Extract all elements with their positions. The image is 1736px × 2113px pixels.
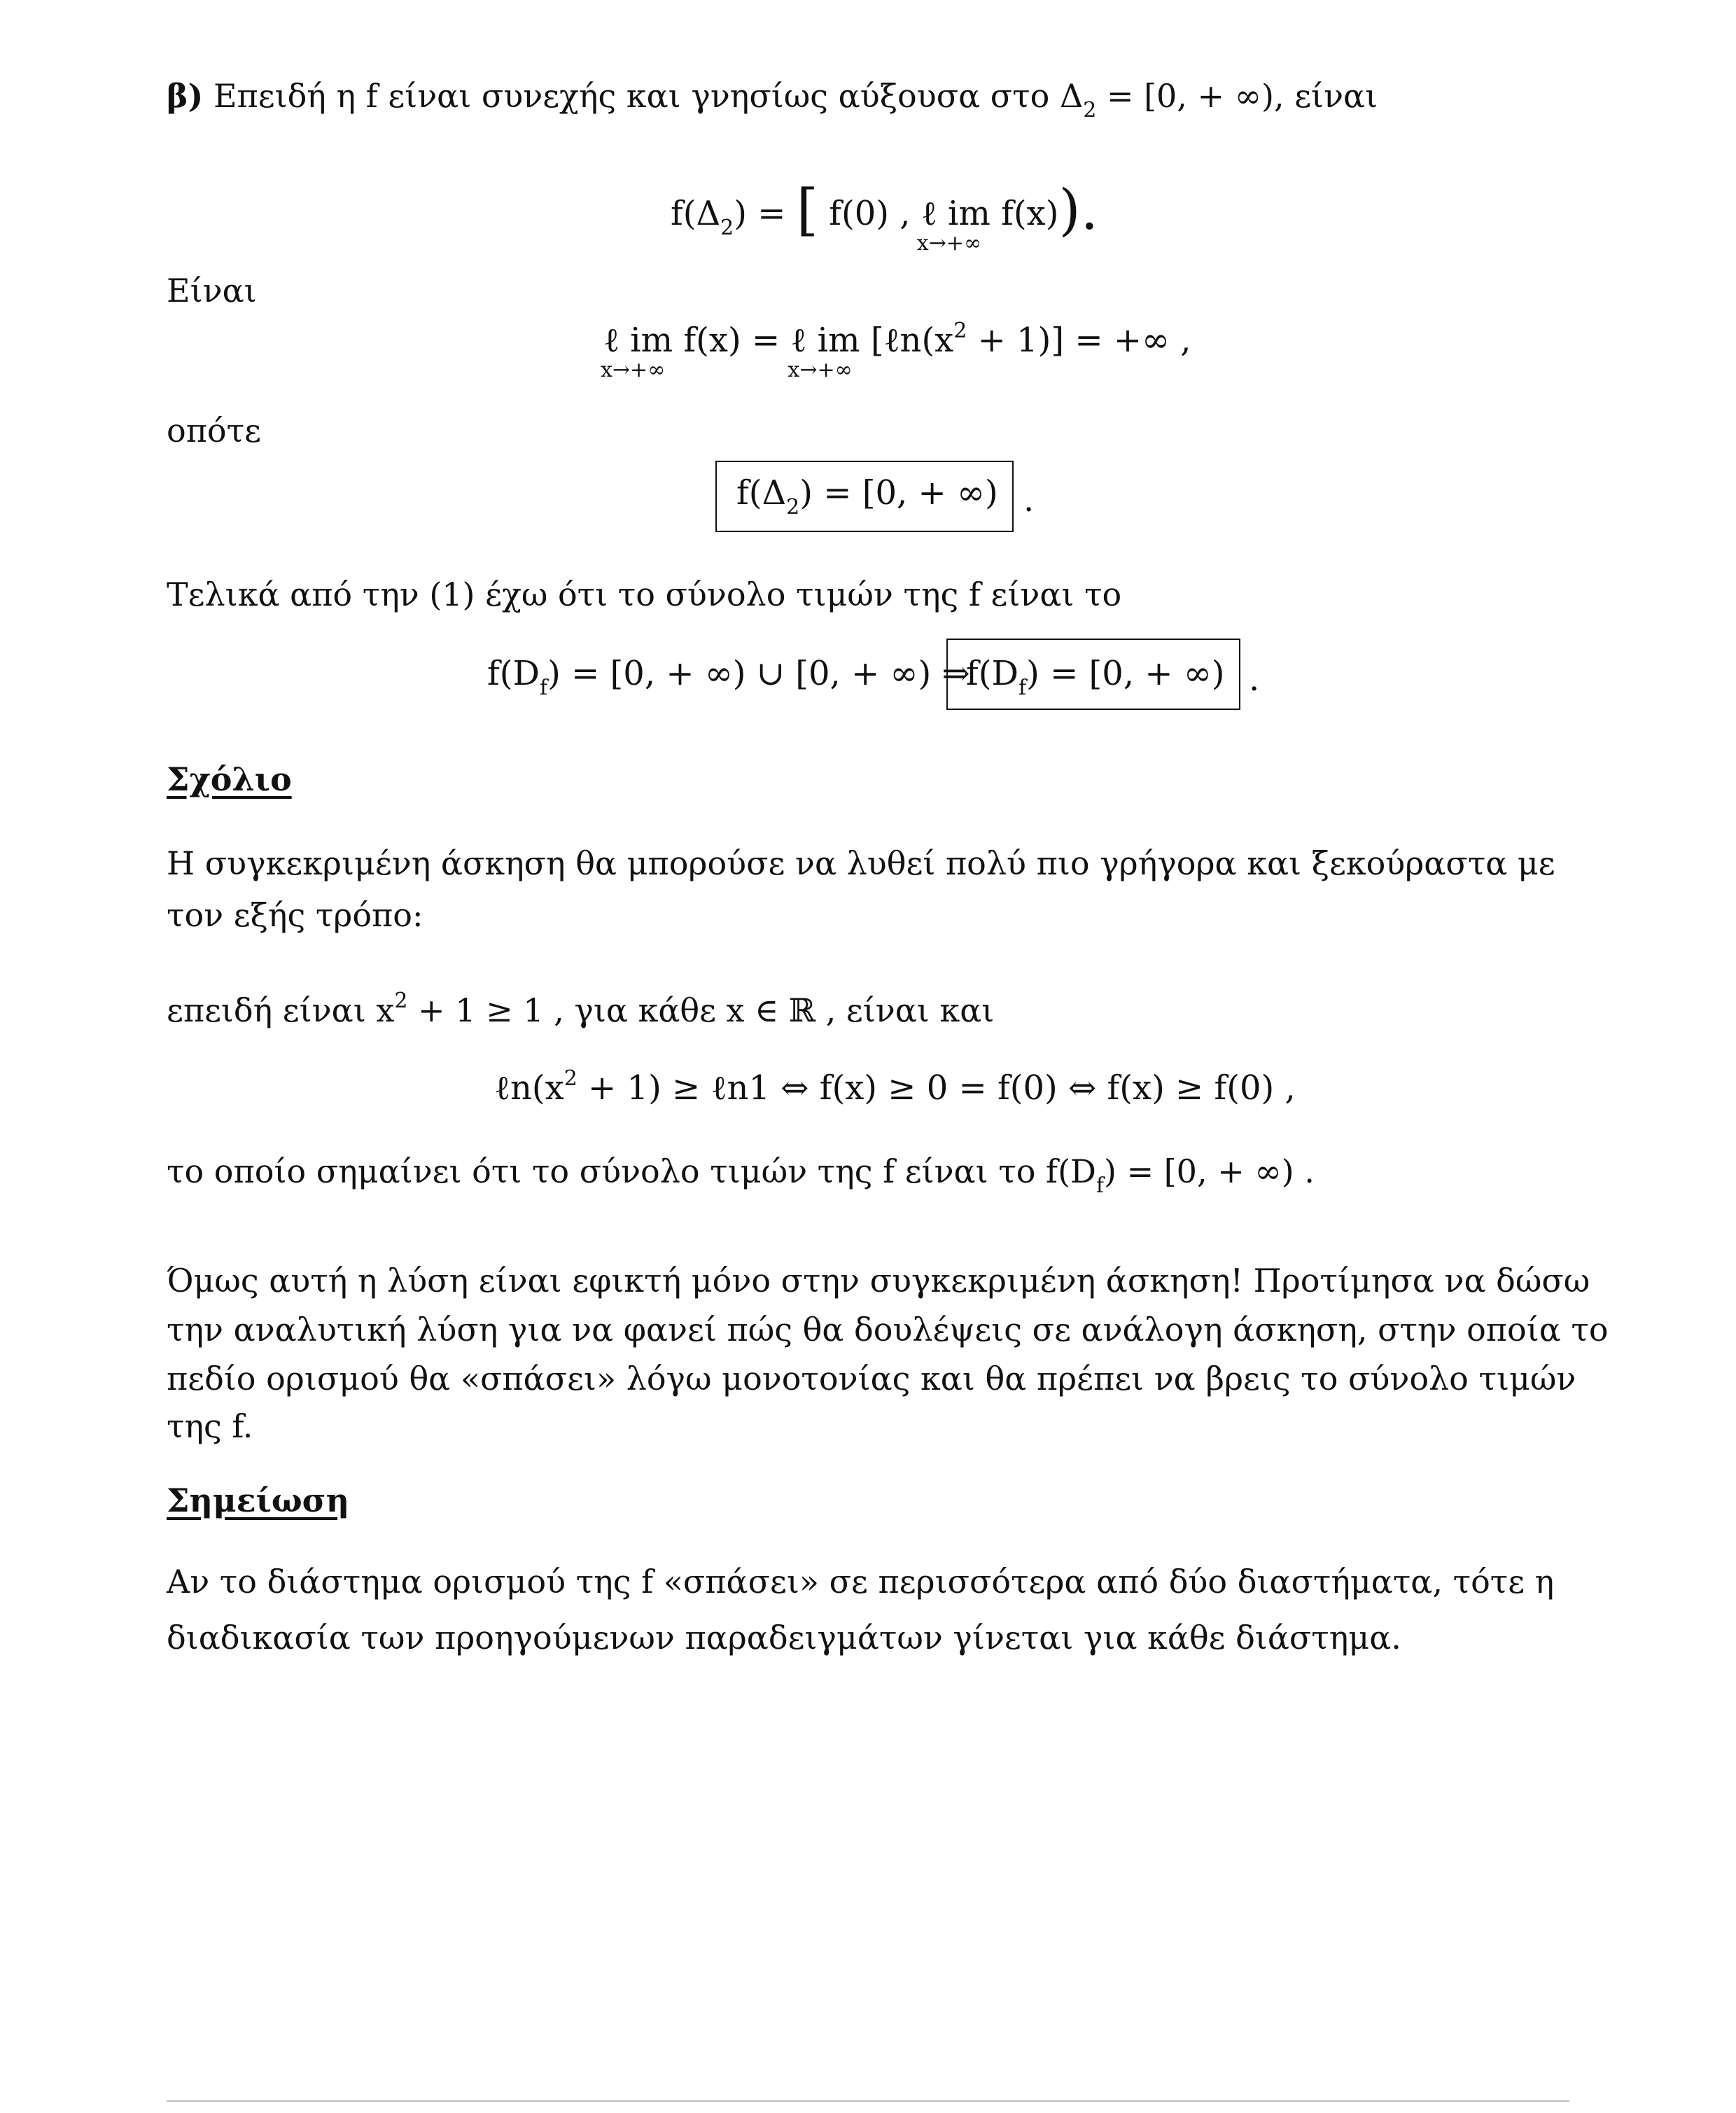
eq2-rest: + 1)] = +∞ , bbox=[977, 321, 1191, 360]
comment-p2 bbox=[167, 989, 995, 1029]
eq2-lim1-text: ℓ im bbox=[603, 321, 673, 360]
eq1-equals: ) = bbox=[734, 194, 786, 233]
equation-f-df bbox=[487, 654, 970, 700]
eq3-sub: 2 bbox=[786, 495, 800, 519]
eq1-open-bracket: [ bbox=[796, 177, 818, 242]
eq4-lhs: f(D bbox=[487, 654, 540, 693]
comment-heading: Σχόλιο bbox=[167, 760, 292, 798]
part-b-intro: Επειδή η f είναι συνεχής και γνησίως αύξουσα στο bbox=[213, 77, 1050, 115]
eq3-lhs: f(Δ bbox=[736, 473, 787, 512]
eq2-limit-2 bbox=[788, 321, 860, 382]
equation-limit bbox=[601, 319, 1191, 382]
eq4-sub: f bbox=[539, 676, 548, 700]
comment-p3-sub: f bbox=[1096, 1173, 1104, 1198]
comment-p3 bbox=[167, 1152, 1315, 1198]
eq4-box-rhs: ) = [0, + ∞) bbox=[1026, 654, 1225, 693]
equation-f-delta2 bbox=[671, 177, 1099, 256]
eq2-bracket: [ℓn(x bbox=[870, 321, 954, 360]
comment-p4-line3: πεδίο ορισμού θα «σπάσει» λόγω μονοτονίας και θα πρέπει να βρεις το σύνολο τιμών bbox=[167, 1360, 1576, 1397]
eq5-sup: 2 bbox=[564, 1066, 578, 1091]
comment-p1-line1: Η συγκεκριμένη άσκηση θα μπορούσε να λυθεί πολύ πιο γρήγορα και ξεκούραστα με bbox=[167, 844, 1555, 882]
text-einai: Είναι bbox=[167, 272, 257, 309]
eq4-box-lhs: f(D bbox=[966, 654, 1018, 693]
comment-p2-b: + 1 ≥ 1 , για κάθε x ∈ ℝ , είναι και bbox=[407, 991, 995, 1029]
eq2-sup: 2 bbox=[953, 319, 967, 343]
text-telika: Τελικά από την (1) έχω ότι το σύνολο τιμών της f είναι το bbox=[167, 576, 1122, 613]
eq1-close: ). bbox=[1058, 177, 1099, 242]
eq4-mid: ) = [0, + ∞) ∪ [0, + ∞) ⇒ bbox=[547, 654, 970, 693]
comment-p2-sup: 2 bbox=[394, 989, 408, 1013]
eq1-sub: 2 bbox=[720, 216, 734, 240]
eq2-lim2-under: x→+∞ bbox=[788, 358, 853, 382]
note-line2: διαδικασία των προηγούμενων παραδειγμάτων γίνεται για κάθε διάστημα. bbox=[167, 1619, 1401, 1657]
note-line1: Αν το διάστημα ορισμού της f «σπάσει» σε περισσότερα από δύο διαστήματα, τότε η bbox=[167, 1563, 1555, 1601]
part-b-intro-line bbox=[167, 77, 1378, 123]
text-opote: οπότε bbox=[167, 412, 261, 449]
comment-p4-line1: Όμως αυτή η λύση είναι εφικτή μόνο στην συγκεκριμένη άσκηση! Προτίμησα να δώσω bbox=[167, 1262, 1590, 1299]
eq1-lim-text: ℓ im bbox=[920, 194, 990, 233]
note-heading: Σημείωση bbox=[167, 1481, 350, 1519]
part-b-label: β) bbox=[167, 77, 204, 115]
domain-delta: Δ bbox=[1059, 77, 1084, 115]
eq4-period: . bbox=[1249, 660, 1260, 699]
eq4-box-content bbox=[966, 654, 1225, 700]
comment-p4-line2: την αναλυτική λύση για να φανεί πώς θα δουλέψεις σε ανάλογη άσκηση, στην οποία το bbox=[167, 1311, 1609, 1348]
comment-p4-line4: της f. bbox=[167, 1407, 253, 1445]
comment-p3-a: το οποίο σημαίνει ότι το σύνολο τιμών της f είναι το f(D bbox=[167, 1152, 1096, 1190]
part-b-intro-end: , είναι bbox=[1273, 77, 1378, 115]
eq3-period: . bbox=[1023, 480, 1035, 519]
equation-ln-inequality bbox=[494, 1066, 1296, 1108]
eq4-box-sub: f bbox=[1018, 676, 1027, 700]
eq2-lim2-text: ℓ im bbox=[790, 321, 860, 360]
eq1-lhs: f(Δ bbox=[671, 194, 721, 233]
eq2-limit-1 bbox=[601, 321, 673, 382]
eq5-b: + 1) ≥ ℓn1 ⇔ f(x) ≥ 0 = f(0) ⇔ f(x) ≥ f(0) , bbox=[577, 1068, 1296, 1108]
comment-p3-b: ) = [0, + ∞) . bbox=[1104, 1152, 1315, 1190]
eq3-rhs: ) = [0, + ∞) bbox=[799, 473, 998, 512]
eq1-limit bbox=[916, 194, 990, 256]
eq2-f1: f(x) = bbox=[683, 321, 780, 360]
comment-p1-line2: τον εξής τρόπο: bbox=[167, 896, 424, 934]
footer-divider bbox=[167, 2100, 1569, 2102]
eq1-f0: f(0) , bbox=[829, 194, 911, 233]
eq1-lim-under: x→+∞ bbox=[916, 231, 981, 256]
equation-f-delta2-result bbox=[736, 473, 998, 519]
eq1-fx: f(x) bbox=[1001, 194, 1059, 233]
eq5-a: ℓn(x bbox=[494, 1068, 564, 1108]
comment-p2-a: επειδή είναι x bbox=[167, 991, 395, 1029]
eq2-lim1-under: x→+∞ bbox=[601, 358, 666, 382]
domain-interval: = [0, + ∞) bbox=[1106, 77, 1274, 115]
domain-delta-sub: 2 bbox=[1083, 98, 1097, 123]
